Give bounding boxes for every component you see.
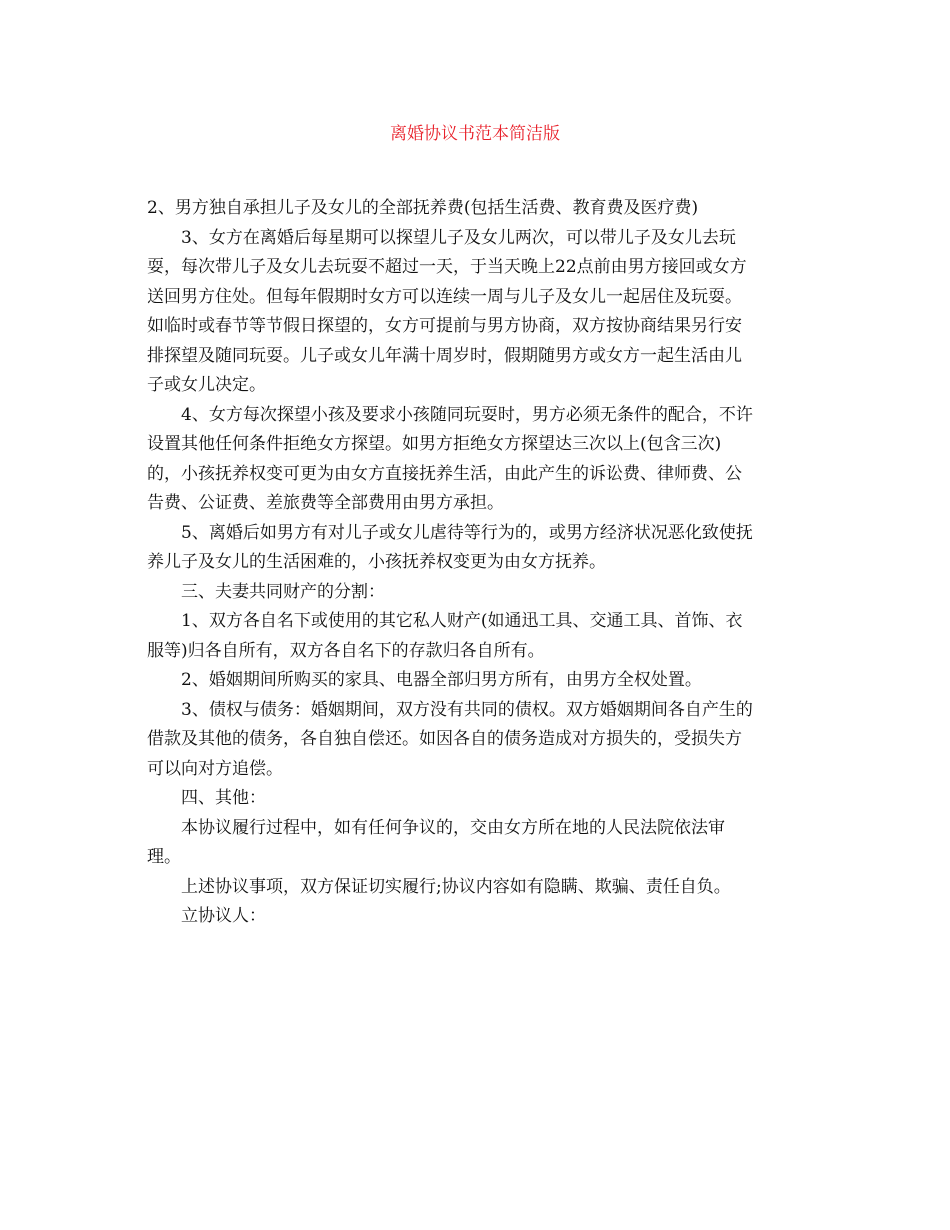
paragraph-line: 4、女方每次探望小孩及要求小孩随同玩耍时，男方必须无条件的配合，不许: [181, 404, 753, 425]
paragraph-line: 可以向对方追偿。: [147, 758, 283, 779]
paragraph-line: 3、女方在离婚后每星期可以探望儿子及女儿两次，可以带儿子及女儿去玩: [181, 227, 736, 248]
paragraph-line: 立协议人：: [181, 906, 266, 926]
paragraph-line: 子或女儿决定。: [147, 375, 266, 395]
paragraph-line: 2、男方独自承担儿子及女儿的全部抚养费(包括生活费、教育费及医疗费): [147, 198, 699, 218]
paragraph-line: 三、夫妻共同财产的分割：: [181, 581, 385, 602]
paragraph-line: 告费、公证费、差旅费等全部费用由男方承担。: [147, 493, 504, 513]
paragraph-line: 养儿子及女儿的生活困难的，小孩抚养权变更为由女方抚养。: [147, 552, 606, 572]
paragraph-line: 的，小孩抚养权变可更为由女方直接抚养生活，由此产生的诉讼费、律师费、公: [147, 463, 742, 484]
paragraph-line: 2、婚姻期间所购买的家具、电器全部归男方所有，由男方全权处置。: [181, 670, 702, 690]
paragraph-line: 送回男方住处。但每年假期时女方可以连续一周与儿子及女儿一起居住及玩耍。: [147, 286, 742, 307]
paragraph-line: 服等)归各自所有，双方各自名下的存款归各自所有。: [147, 640, 545, 661]
paragraph-line: 如临时或春节等节假日探望的，女方可提前与男方协商，双方按协商结果另行安: [147, 316, 742, 336]
paragraph-line: 本协议履行过程中，如有任何争议的，交由女方所在地的人民法院依法审: [181, 817, 725, 838]
paragraph-line: 设置其他任何条件拒绝女方探望。如男方拒绝女方探望达三次以上(包含三次): [147, 434, 722, 454]
paragraph-line: 1、双方各自名下或使用的其它私人财产(如通迅工具、交通工具、首饰、衣: [181, 611, 743, 631]
paragraph-line: 上述协议事项，双方保证切实履行;协议内容如有隐瞒、欺骗、责任自负。: [181, 876, 731, 897]
paragraph-line: 四、其他：: [181, 788, 266, 808]
paragraph-line: 3、债权与债务：婚姻期间，双方没有共同的债权。双方婚姻期间各自产生的: [181, 699, 753, 720]
paragraph-line: 5、离婚后如男方有对儿子或女儿虐待等行为的，或男方经济状况恶化致使抚: [181, 522, 753, 543]
paragraph-line: 理。: [147, 847, 181, 867]
document-body: [147, 194, 807, 932]
paragraph-line: 耍，每次带儿子及女儿去玩耍不超过一天，于当天晚上22点前由男方接回或女方: [147, 257, 747, 277]
paragraph-line: 排探望及随同玩耍。儿子或女儿年满十周岁时，假期随男方或女方一起生活由儿: [147, 345, 742, 366]
document-title: 离婚协议书范本简洁版: [390, 124, 560, 144]
paragraph-line: 借款及其他的债务，各自独自偿还。如因各自的债务造成对方损失的，受损失方: [147, 729, 742, 749]
